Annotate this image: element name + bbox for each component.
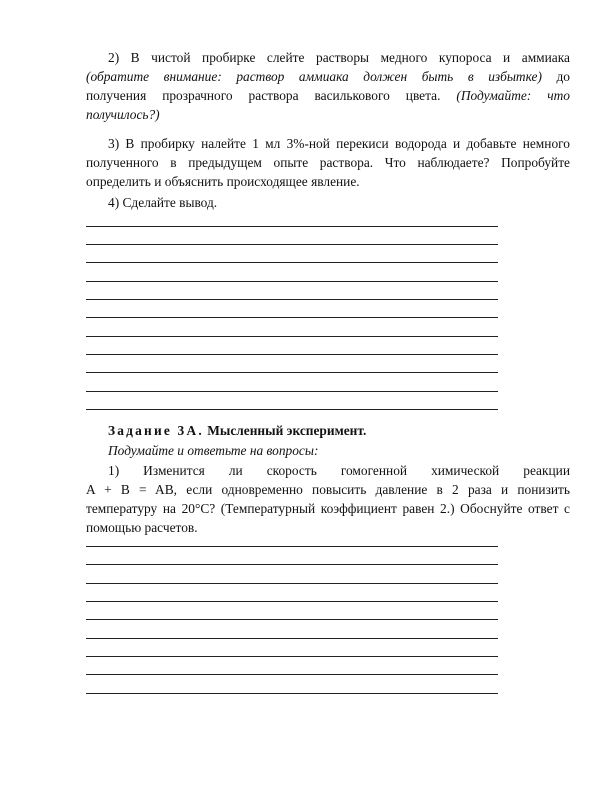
question-1 bbox=[86, 461, 570, 537]
item-2-line-2-tail: до bbox=[541, 69, 570, 84]
answer-line[interactable] bbox=[86, 693, 498, 694]
task-label: Задание 3А. bbox=[108, 423, 204, 438]
task-instruction bbox=[86, 441, 570, 460]
answer-line[interactable] bbox=[86, 336, 498, 337]
answer-line[interactable] bbox=[86, 546, 498, 547]
paragraph-item-4 bbox=[86, 193, 570, 212]
item-2-line-3-text: получения прозрачного раствора василькового цвета. bbox=[86, 88, 457, 103]
answer-line[interactable] bbox=[86, 226, 498, 227]
item-2-line-3 bbox=[86, 86, 570, 105]
answer-line[interactable] bbox=[86, 656, 498, 657]
item-3-line-3: определить и объяснить происходящее явление. bbox=[86, 174, 360, 189]
answer-line[interactable] bbox=[86, 372, 498, 373]
item-2-think-note: (Подумайте: что bbox=[456, 88, 570, 103]
instruction-text: Подумайте и ответьте на вопросы: bbox=[108, 443, 319, 458]
answer-line[interactable] bbox=[86, 244, 498, 245]
question-1-line-1: 1) Изменится ли скорость гомогенной химической реакции bbox=[108, 463, 570, 478]
question-1-line-4: помощью расчетов. bbox=[86, 520, 198, 535]
paragraph-item-2 bbox=[86, 48, 570, 124]
answer-line[interactable] bbox=[86, 281, 498, 282]
item-3-line-1: 3) В пробирку налейте 1 мл 3%-ной перекиси водорода и добавьте немного bbox=[108, 136, 570, 151]
question-1-line-3: температуру на 20°C? (Температурный коэффициент равен 2.) Обоснуйте ответ с bbox=[86, 501, 570, 516]
answer-line[interactable] bbox=[86, 262, 498, 263]
item-2-line-1: 2) В чистой пробирке слейте растворы медного купороса и аммиака bbox=[108, 50, 570, 65]
answer-line[interactable] bbox=[86, 619, 498, 620]
item-2-note: (обратите внимание: раствор аммиака должен быть в избытке) bbox=[86, 69, 542, 84]
answer-line[interactable] bbox=[86, 354, 498, 355]
task-heading bbox=[86, 421, 570, 440]
answer-line[interactable] bbox=[86, 409, 498, 410]
answer-line[interactable] bbox=[86, 638, 498, 639]
answer-line[interactable] bbox=[86, 583, 498, 584]
item-2-line-4: получилось?) bbox=[86, 107, 160, 122]
answer-line[interactable] bbox=[86, 601, 498, 602]
paragraph-item-3 bbox=[86, 134, 570, 191]
answer-line[interactable] bbox=[86, 564, 498, 565]
item-4-text: 4) Сделайте вывод. bbox=[108, 195, 218, 210]
item-3-line-2: полученного в предыдущем опыте раствора. Что наблюдаете? Попробуйте bbox=[86, 155, 570, 170]
question-1-line-2: A + B = AB, если одновременно повысить давление в 2 раза и понизить bbox=[86, 482, 570, 497]
answer-line[interactable] bbox=[86, 317, 498, 318]
answer-line[interactable] bbox=[86, 391, 498, 392]
item-2-line-2 bbox=[86, 67, 570, 86]
answer-line[interactable] bbox=[86, 299, 498, 300]
answer-line[interactable] bbox=[86, 674, 498, 675]
task-title: Мысленный эксперимент. bbox=[203, 423, 367, 438]
